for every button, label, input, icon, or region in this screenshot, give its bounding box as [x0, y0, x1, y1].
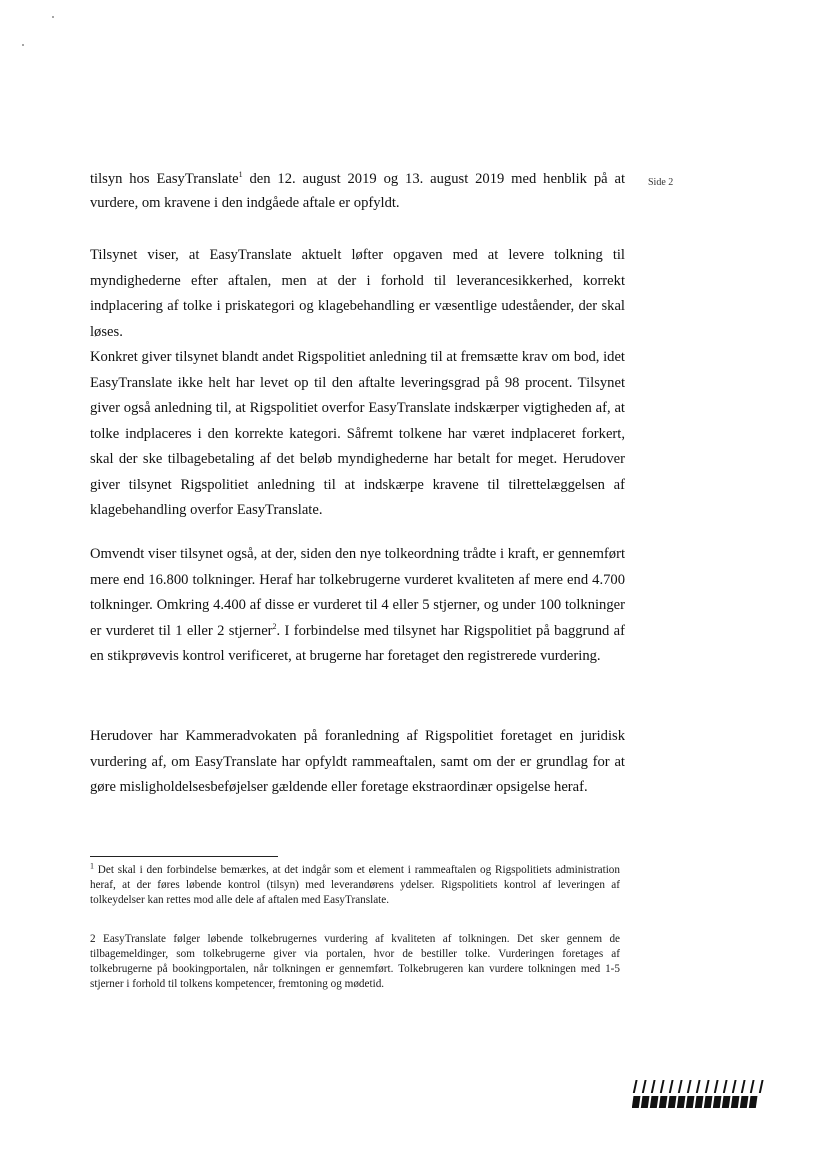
- footnote-1: $^1$ Det skal i den forbindelse bemærkes, at det indgår som et element i rammeaftalen og Rigspolitiets administration heraf, at der føres løbende kontrol (tilsyn) med leverandørens ydelser. Rigspolitiets kontrol af leveringen af tolkeydelser kan rettes mod alle dele af aftalen med EasyTranslate.: [90, 861, 620, 906]
- paragraph-intro: tilsyn hos EasyTranslate$^1$ den 12. august 2019 og 13. august 2019 med henblik på at vurdere, om kravene i den indgåede aftale er opfyldt.: [90, 170, 626, 211]
- footnote-divider: [90, 856, 278, 857]
- paragraph-legal-assessment: Herudover har Kammeradvokaten på foranledning af Rigspolitiet foretaget en juridisk vurdering af, om EasyTranslate har opfyldt rammeaftalen, samt om der er grundlag for at gøre misligholdelsesbeføjelser gældende eller foretage ekstraordinær opsigelse heraf.: [90, 728, 625, 795]
- page-number-label: Side 2: [648, 177, 674, 188]
- scan-speck: [52, 16, 54, 18]
- paragraph-ratings: Omvendt viser tilsynet også, at der, siden den nye tolkeordning trådte i kraft, er gennemført mere end 16.800 tolkninger. Heraf har tolkebrugerne vurderet kvaliteten af mere end 4.700 tolkninger. Omkring 4.400 af disse er vurderet til 4 eller 5 stjerner, og under 100 tolkninger er vurderet til 1 eller 2 stjerner$^2$. I forbindelse med tilsynet har Rigspolitiet på baggrund af en stikprøvevis kontrol verificeret, at brugerne har foretaget den registrerede vurdering.: [90, 546, 625, 664]
- footnote-ref-1: 1: [238, 170, 243, 180]
- footnote-2: 2 EasyTranslate følger løbende tolkebrugernes vurdering af kvaliteten af tolkningen. Det sker gennem de tilbagemeldinger, som tolkebrugerne giver via portalen, hvor de bestiller tolke. Vurderingen foretages af tolkebrugerne på bookingportalen, når tolkningen er gennemført. Tolkebrugeren kan vurdere tolkningen med 1-5 stjerner i forhold til tolkens kompetencer, fremtoning og mødetid.: [90, 933, 620, 990]
- paragraph-penalty: Konkret giver tilsynet blandt andet Rigspolitiet anledning til at fremsætte krav om bod, idet EasyTranslate ikke helt har levet op til den aftalte leveringsgrad på 98 procent. Tilsynet giver også anledning til, at Rigspolitiet overfor EasyTranslate indskærper vigtigheden af, at tolke indplaceres i den korrekte kategori. Såfremt tolkene har været indplaceret forkert, skal der ske tilbagebetaling af det beløb myndighederne har betalt for meget. Herudover giver tilsynet Rigspolitiet anledning til at indskærpe kravene til tilrettelæggelsen af klagebehandling overfor EasyTranslate.: [90, 349, 625, 518]
- scan-barcode: [632, 1078, 764, 1110]
- footnote-ref-2: 2: [272, 621, 277, 631]
- scan-speck: [22, 44, 24, 46]
- paragraph-findings: Tilsynet viser, at EasyTranslate aktuelt løfter opgaven med at levere tolkning til myndighederne efter aftalen, men at der i forhold til leverancesikkerhed, korrekt indplacering af tolke i priskategori og klagebehandling er væsentlige udeståender, der skal løses.: [90, 247, 625, 340]
